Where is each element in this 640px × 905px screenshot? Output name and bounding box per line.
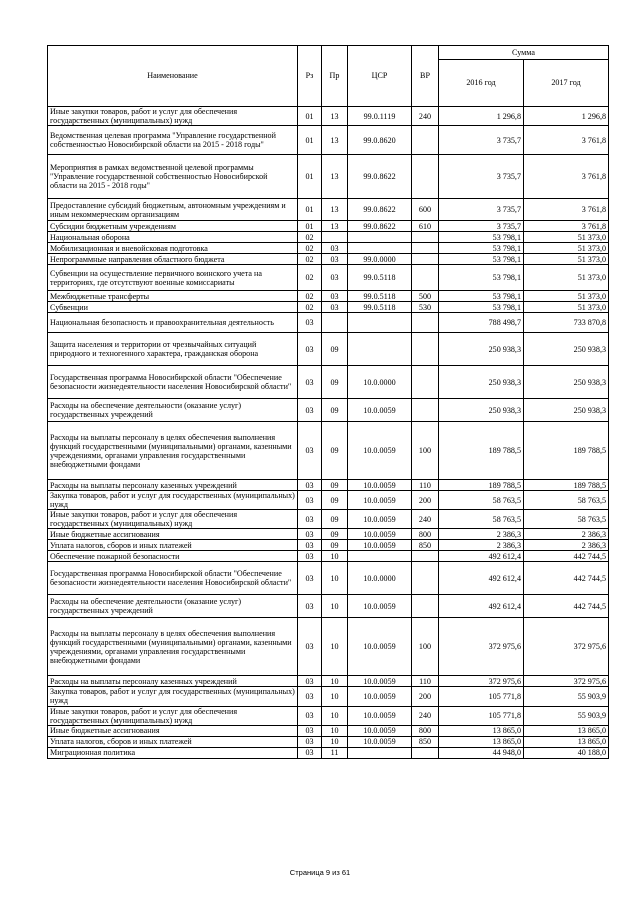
cell-rz: 03	[298, 747, 322, 758]
cell-vr: 800	[412, 529, 439, 540]
cell-name: Ведомственная целевая программа "Управление государственной собственностью Новосибирской области на 2015 - 2018 годы"	[48, 126, 298, 155]
cell-y2016: 492 612,4	[439, 551, 524, 562]
cell-y2017: 3 761,8	[524, 199, 609, 221]
cell-vr	[412, 562, 439, 595]
cell-vr	[412, 126, 439, 155]
cell-pr: 09	[322, 333, 348, 366]
cell-csr	[348, 232, 412, 243]
cell-name: Предоставление субсидий бюджетным, автономным учреждениям и иным некоммерческим организациям	[48, 199, 298, 221]
cell-name: Расходы на выплаты персоналу казенных учреждений	[48, 676, 298, 687]
cell-y2017: 58 763,5	[524, 510, 609, 529]
cell-csr	[348, 747, 412, 758]
cell-y2017: 372 975,6	[524, 676, 609, 687]
table-row	[48, 736, 609, 747]
cell-rz: 01	[298, 221, 322, 232]
cell-rz: 03	[298, 491, 322, 510]
cell-pr	[322, 232, 348, 243]
cell-csr: 99.0.5118	[348, 302, 412, 313]
cell-rz: 03	[298, 399, 322, 422]
cell-pr: 10	[322, 725, 348, 736]
cell-rz: 02	[298, 254, 322, 265]
header-year-2017: 2017 год	[524, 60, 609, 107]
cell-csr: 10.0.0059	[348, 540, 412, 551]
cell-name: Расходы на выплаты персоналу казенных учреждений	[48, 480, 298, 491]
cell-csr	[348, 333, 412, 366]
cell-csr: 99.0.5118	[348, 291, 412, 302]
cell-y2016: 44 948,0	[439, 747, 524, 758]
cell-y2017: 40 188,0	[524, 747, 609, 758]
cell-y2017: 3 761,8	[524, 221, 609, 232]
cell-y2017: 189 788,5	[524, 422, 609, 480]
cell-y2017: 55 903,9	[524, 706, 609, 725]
cell-rz: 01	[298, 126, 322, 155]
cell-pr	[322, 313, 348, 333]
cell-pr: 09	[322, 366, 348, 399]
cell-name: Защита населения и территории от чрезвычайных ситуаций природного и техногенного характера, гражданская оборона	[48, 333, 298, 366]
cell-pr: 10	[322, 676, 348, 687]
cell-csr: 10.0.0059	[348, 687, 412, 706]
cell-name: Субвенции на осуществление первичного воинского учета на территориях, где отсутствуют военные комиссариаты	[48, 265, 298, 291]
cell-name: Иные бюджетные ассигнования	[48, 529, 298, 540]
cell-vr	[412, 747, 439, 758]
cell-name: Уплата налогов, сборов и иных платежей	[48, 540, 298, 551]
cell-vr: 530	[412, 302, 439, 313]
cell-rz: 02	[298, 302, 322, 313]
cell-y2017: 58 763,5	[524, 491, 609, 510]
cell-y2016: 53 798,1	[439, 291, 524, 302]
cell-vr	[412, 313, 439, 333]
cell-csr: 10.0.0059	[348, 399, 412, 422]
cell-vr	[412, 595, 439, 618]
table-row	[48, 155, 609, 199]
cell-csr: 10.0.0059	[348, 491, 412, 510]
cell-vr	[412, 265, 439, 291]
cell-pr: 11	[322, 747, 348, 758]
cell-csr	[348, 551, 412, 562]
cell-y2017: 442 744,5	[524, 595, 609, 618]
cell-y2016: 53 798,1	[439, 302, 524, 313]
cell-vr: 600	[412, 199, 439, 221]
cell-csr: 10.0.0059	[348, 510, 412, 529]
cell-y2016: 13 865,0	[439, 725, 524, 736]
cell-csr: 99.0.5118	[348, 265, 412, 291]
cell-vr	[412, 155, 439, 199]
cell-y2017: 2 386,3	[524, 529, 609, 540]
cell-pr: 03	[322, 302, 348, 313]
cell-csr: 10.0.0059	[348, 725, 412, 736]
cell-vr: 800	[412, 725, 439, 736]
cell-pr: 10	[322, 706, 348, 725]
cell-name: Межбюджетные трансферты	[48, 291, 298, 302]
cell-rz: 03	[298, 366, 322, 399]
cell-rz: 02	[298, 243, 322, 254]
cell-csr: 99.0.0000	[348, 254, 412, 265]
cell-rz: 03	[298, 725, 322, 736]
cell-vr: 610	[412, 221, 439, 232]
header-pr: Пр	[322, 46, 348, 107]
table-row	[48, 399, 609, 422]
cell-y2016: 189 788,5	[439, 480, 524, 491]
table-row	[48, 366, 609, 399]
cell-csr	[348, 313, 412, 333]
table-row	[48, 510, 609, 529]
header-name: Наименование	[48, 46, 298, 107]
cell-y2017: 51 373,0	[524, 232, 609, 243]
cell-vr	[412, 243, 439, 254]
cell-name: Миграционная политика	[48, 747, 298, 758]
cell-y2016: 105 771,8	[439, 687, 524, 706]
cell-pr: 09	[322, 422, 348, 480]
cell-vr: 850	[412, 540, 439, 551]
table-row	[48, 302, 609, 313]
cell-y2017: 51 373,0	[524, 302, 609, 313]
cell-vr: 240	[412, 706, 439, 725]
cell-rz: 02	[298, 291, 322, 302]
cell-vr	[412, 551, 439, 562]
table-row	[48, 232, 609, 243]
cell-vr: 240	[412, 510, 439, 529]
cell-rz: 02	[298, 265, 322, 291]
cell-vr: 200	[412, 687, 439, 706]
cell-y2016: 372 975,6	[439, 676, 524, 687]
table-row	[48, 422, 609, 480]
page-number: Страница 9 из 61	[289, 868, 351, 877]
table-body	[48, 107, 609, 759]
cell-csr: 10.0.0059	[348, 480, 412, 491]
cell-rz: 03	[298, 529, 322, 540]
cell-y2017: 189 788,5	[524, 480, 609, 491]
cell-y2017: 1 296,8	[524, 107, 609, 126]
table-row	[48, 687, 609, 706]
cell-rz: 03	[298, 595, 322, 618]
cell-csr: 99.0.8620	[348, 126, 412, 155]
table-row	[48, 540, 609, 551]
cell-rz: 03	[298, 422, 322, 480]
cell-name: Национальная оборона	[48, 232, 298, 243]
cell-y2016: 3 735,7	[439, 199, 524, 221]
table-row	[48, 199, 609, 221]
cell-csr: 10.0.0059	[348, 618, 412, 676]
cell-csr: 99.0.8622	[348, 155, 412, 199]
cell-csr: 10.0.0000	[348, 562, 412, 595]
table-row	[48, 313, 609, 333]
cell-y2017: 442 744,5	[524, 551, 609, 562]
table-row	[48, 706, 609, 725]
table-row	[48, 551, 609, 562]
table-row	[48, 491, 609, 510]
cell-y2016: 105 771,8	[439, 706, 524, 725]
cell-vr: 100	[412, 618, 439, 676]
cell-name: Уплата налогов, сборов и иных платежей	[48, 736, 298, 747]
header-csr: ЦСР	[348, 46, 412, 107]
cell-csr: 10.0.0059	[348, 706, 412, 725]
cell-y2017: 250 938,3	[524, 399, 609, 422]
cell-vr: 240	[412, 107, 439, 126]
cell-name: Иные закупки товаров, работ и услуг для обеспечения государственных (муниципальных) нужд	[48, 107, 298, 126]
table-row	[48, 126, 609, 155]
cell-y2016: 3 735,7	[439, 126, 524, 155]
cell-y2016: 3 735,7	[439, 221, 524, 232]
cell-csr: 10.0.0059	[348, 422, 412, 480]
cell-name: Национальная безопасность и правоохранительная деятельность	[48, 313, 298, 333]
cell-rz: 01	[298, 107, 322, 126]
table-row	[48, 221, 609, 232]
cell-vr: 200	[412, 491, 439, 510]
table-row	[48, 333, 609, 366]
cell-pr: 10	[322, 551, 348, 562]
cell-name: Иные закупки товаров, работ и услуг для обеспечения государственных (муниципальных) нужд	[48, 706, 298, 725]
cell-y2017: 51 373,0	[524, 254, 609, 265]
cell-y2017: 51 373,0	[524, 243, 609, 254]
header-row-top	[48, 46, 609, 60]
cell-csr: 10.0.0059	[348, 595, 412, 618]
table-row	[48, 595, 609, 618]
cell-y2016: 53 798,1	[439, 232, 524, 243]
cell-y2016: 58 763,5	[439, 491, 524, 510]
cell-pr: 09	[322, 480, 348, 491]
cell-vr: 110	[412, 676, 439, 687]
cell-pr: 03	[322, 265, 348, 291]
cell-vr	[412, 333, 439, 366]
cell-csr: 10.0.0059	[348, 529, 412, 540]
cell-pr: 09	[322, 540, 348, 551]
cell-csr: 99.0.8622	[348, 221, 412, 232]
cell-y2017: 3 761,8	[524, 155, 609, 199]
cell-rz: 03	[298, 618, 322, 676]
cell-name: Государственная программа Новосибирской области "Обеспечение безопасности жизнедеятельности населения Новосибирской области"	[48, 562, 298, 595]
cell-vr	[412, 232, 439, 243]
cell-vr: 110	[412, 480, 439, 491]
cell-pr: 03	[322, 243, 348, 254]
cell-rz: 03	[298, 562, 322, 595]
header-rz: Рз	[298, 46, 322, 107]
cell-rz: 03	[298, 706, 322, 725]
cell-pr: 13	[322, 155, 348, 199]
cell-y2017: 250 938,3	[524, 366, 609, 399]
cell-vr	[412, 399, 439, 422]
cell-rz: 03	[298, 540, 322, 551]
cell-pr: 13	[322, 107, 348, 126]
cell-name: Обеспечение пожарной безопасности	[48, 551, 298, 562]
header-sum: Сумма	[439, 46, 609, 60]
cell-y2017: 2 386,3	[524, 540, 609, 551]
cell-csr: 10.0.0059	[348, 736, 412, 747]
table-row	[48, 725, 609, 736]
cell-pr: 10	[322, 595, 348, 618]
cell-vr: 500	[412, 291, 439, 302]
cell-y2016: 2 386,3	[439, 540, 524, 551]
cell-csr: 99.0.8622	[348, 199, 412, 221]
cell-y2017: 13 865,0	[524, 725, 609, 736]
cell-name: Закупка товаров, работ и услуг для государственных (муниципальных) нужд	[48, 687, 298, 706]
cell-pr: 03	[322, 291, 348, 302]
cell-name: Расходы на выплаты персоналу в целях обеспечения выполнения функций государственными (муниципальными) органами, казенными учреждениями, органами управления государственными внебюджетными фондами	[48, 618, 298, 676]
cell-csr: 10.0.0059	[348, 676, 412, 687]
cell-y2017: 442 744,5	[524, 562, 609, 595]
cell-y2016: 58 763,5	[439, 510, 524, 529]
table-header	[48, 46, 609, 107]
table-row	[48, 618, 609, 676]
cell-y2017: 51 373,0	[524, 291, 609, 302]
cell-y2016: 492 612,4	[439, 595, 524, 618]
cell-name: Государственная программа Новосибирской области "Обеспечение безопасности жизнедеятельности населения Новосибирской области"	[48, 366, 298, 399]
cell-pr: 10	[322, 687, 348, 706]
cell-rz: 03	[298, 510, 322, 529]
cell-y2017: 372 975,6	[524, 618, 609, 676]
table-row	[48, 529, 609, 540]
table-row	[48, 254, 609, 265]
table-row	[48, 243, 609, 254]
cell-pr: 09	[322, 399, 348, 422]
cell-csr: 10.0.0000	[348, 366, 412, 399]
cell-rz: 01	[298, 155, 322, 199]
cell-y2016: 3 735,7	[439, 155, 524, 199]
cell-pr: 03	[322, 254, 348, 265]
cell-pr: 13	[322, 199, 348, 221]
cell-pr: 13	[322, 221, 348, 232]
cell-csr	[348, 243, 412, 254]
cell-rz: 03	[298, 480, 322, 491]
cell-y2016: 189 788,5	[439, 422, 524, 480]
table-row	[48, 291, 609, 302]
cell-pr: 13	[322, 126, 348, 155]
table-row	[48, 676, 609, 687]
cell-name: Субсидии бюджетным учреждениям	[48, 221, 298, 232]
cell-name: Непрограммные направления областного бюджета	[48, 254, 298, 265]
cell-y2017: 51 373,0	[524, 265, 609, 291]
cell-rz: 03	[298, 736, 322, 747]
cell-rz: 03	[298, 687, 322, 706]
cell-y2016: 788 498,7	[439, 313, 524, 333]
cell-rz: 03	[298, 313, 322, 333]
cell-rz: 03	[298, 676, 322, 687]
cell-y2016: 53 798,1	[439, 243, 524, 254]
cell-pr: 10	[322, 736, 348, 747]
cell-name: Иные закупки товаров, работ и услуг для обеспечения государственных (муниципальных) нужд	[48, 510, 298, 529]
table-row	[48, 265, 609, 291]
cell-y2016: 250 938,3	[439, 399, 524, 422]
table-row	[48, 562, 609, 595]
cell-y2016: 492 612,4	[439, 562, 524, 595]
cell-y2017: 55 903,9	[524, 687, 609, 706]
cell-y2017: 733 870,8	[524, 313, 609, 333]
cell-pr: 09	[322, 510, 348, 529]
header-vr: ВР	[412, 46, 439, 107]
cell-name: Иные бюджетные ассигнования	[48, 725, 298, 736]
cell-name: Расходы на выплаты персоналу в целях обеспечения выполнения функций государственными (муниципальными) органами, казенными учреждениями, органами управления государственными внебюджетными фондами	[48, 422, 298, 480]
cell-y2016: 2 386,3	[439, 529, 524, 540]
cell-rz: 01	[298, 199, 322, 221]
cell-name: Расходы на обеспечение деятельности (оказание услуг) государственных учреждений	[48, 399, 298, 422]
cell-vr: 850	[412, 736, 439, 747]
cell-pr: 09	[322, 491, 348, 510]
cell-name: Расходы на обеспечение деятельности (оказание услуг) государственных учреждений	[48, 595, 298, 618]
cell-y2017: 13 865,0	[524, 736, 609, 747]
header-year-2016: 2016 год	[439, 60, 524, 107]
cell-y2016: 250 938,3	[439, 366, 524, 399]
cell-rz: 03	[298, 551, 322, 562]
cell-vr	[412, 254, 439, 265]
table-row	[48, 480, 609, 491]
table-row	[48, 107, 609, 126]
cell-vr: 100	[412, 422, 439, 480]
cell-y2017: 250 938,3	[524, 333, 609, 366]
cell-y2016: 53 798,1	[439, 265, 524, 291]
cell-name: Закупка товаров, работ и услуг для государственных (муниципальных) нужд	[48, 491, 298, 510]
cell-csr: 99.0.1119	[348, 107, 412, 126]
cell-y2016: 1 296,8	[439, 107, 524, 126]
cell-y2016: 53 798,1	[439, 254, 524, 265]
budget-table	[47, 45, 609, 759]
table-row	[48, 747, 609, 758]
cell-y2016: 13 865,0	[439, 736, 524, 747]
cell-rz: 02	[298, 232, 322, 243]
cell-y2016: 372 975,6	[439, 618, 524, 676]
cell-y2017: 3 761,8	[524, 126, 609, 155]
cell-y2016: 250 938,3	[439, 333, 524, 366]
cell-rz: 03	[298, 333, 322, 366]
cell-name: Мобилизационная и вневойсковая подготовка	[48, 243, 298, 254]
cell-pr: 09	[322, 529, 348, 540]
cell-pr: 10	[322, 562, 348, 595]
cell-name: Мероприятия в рамках ведомственной целевой программы "Управление государственной собственностью Новосибирской области на 2015 - 2018 годы"	[48, 155, 298, 199]
cell-vr	[412, 366, 439, 399]
cell-pr: 10	[322, 618, 348, 676]
cell-name: Субвенции	[48, 302, 298, 313]
